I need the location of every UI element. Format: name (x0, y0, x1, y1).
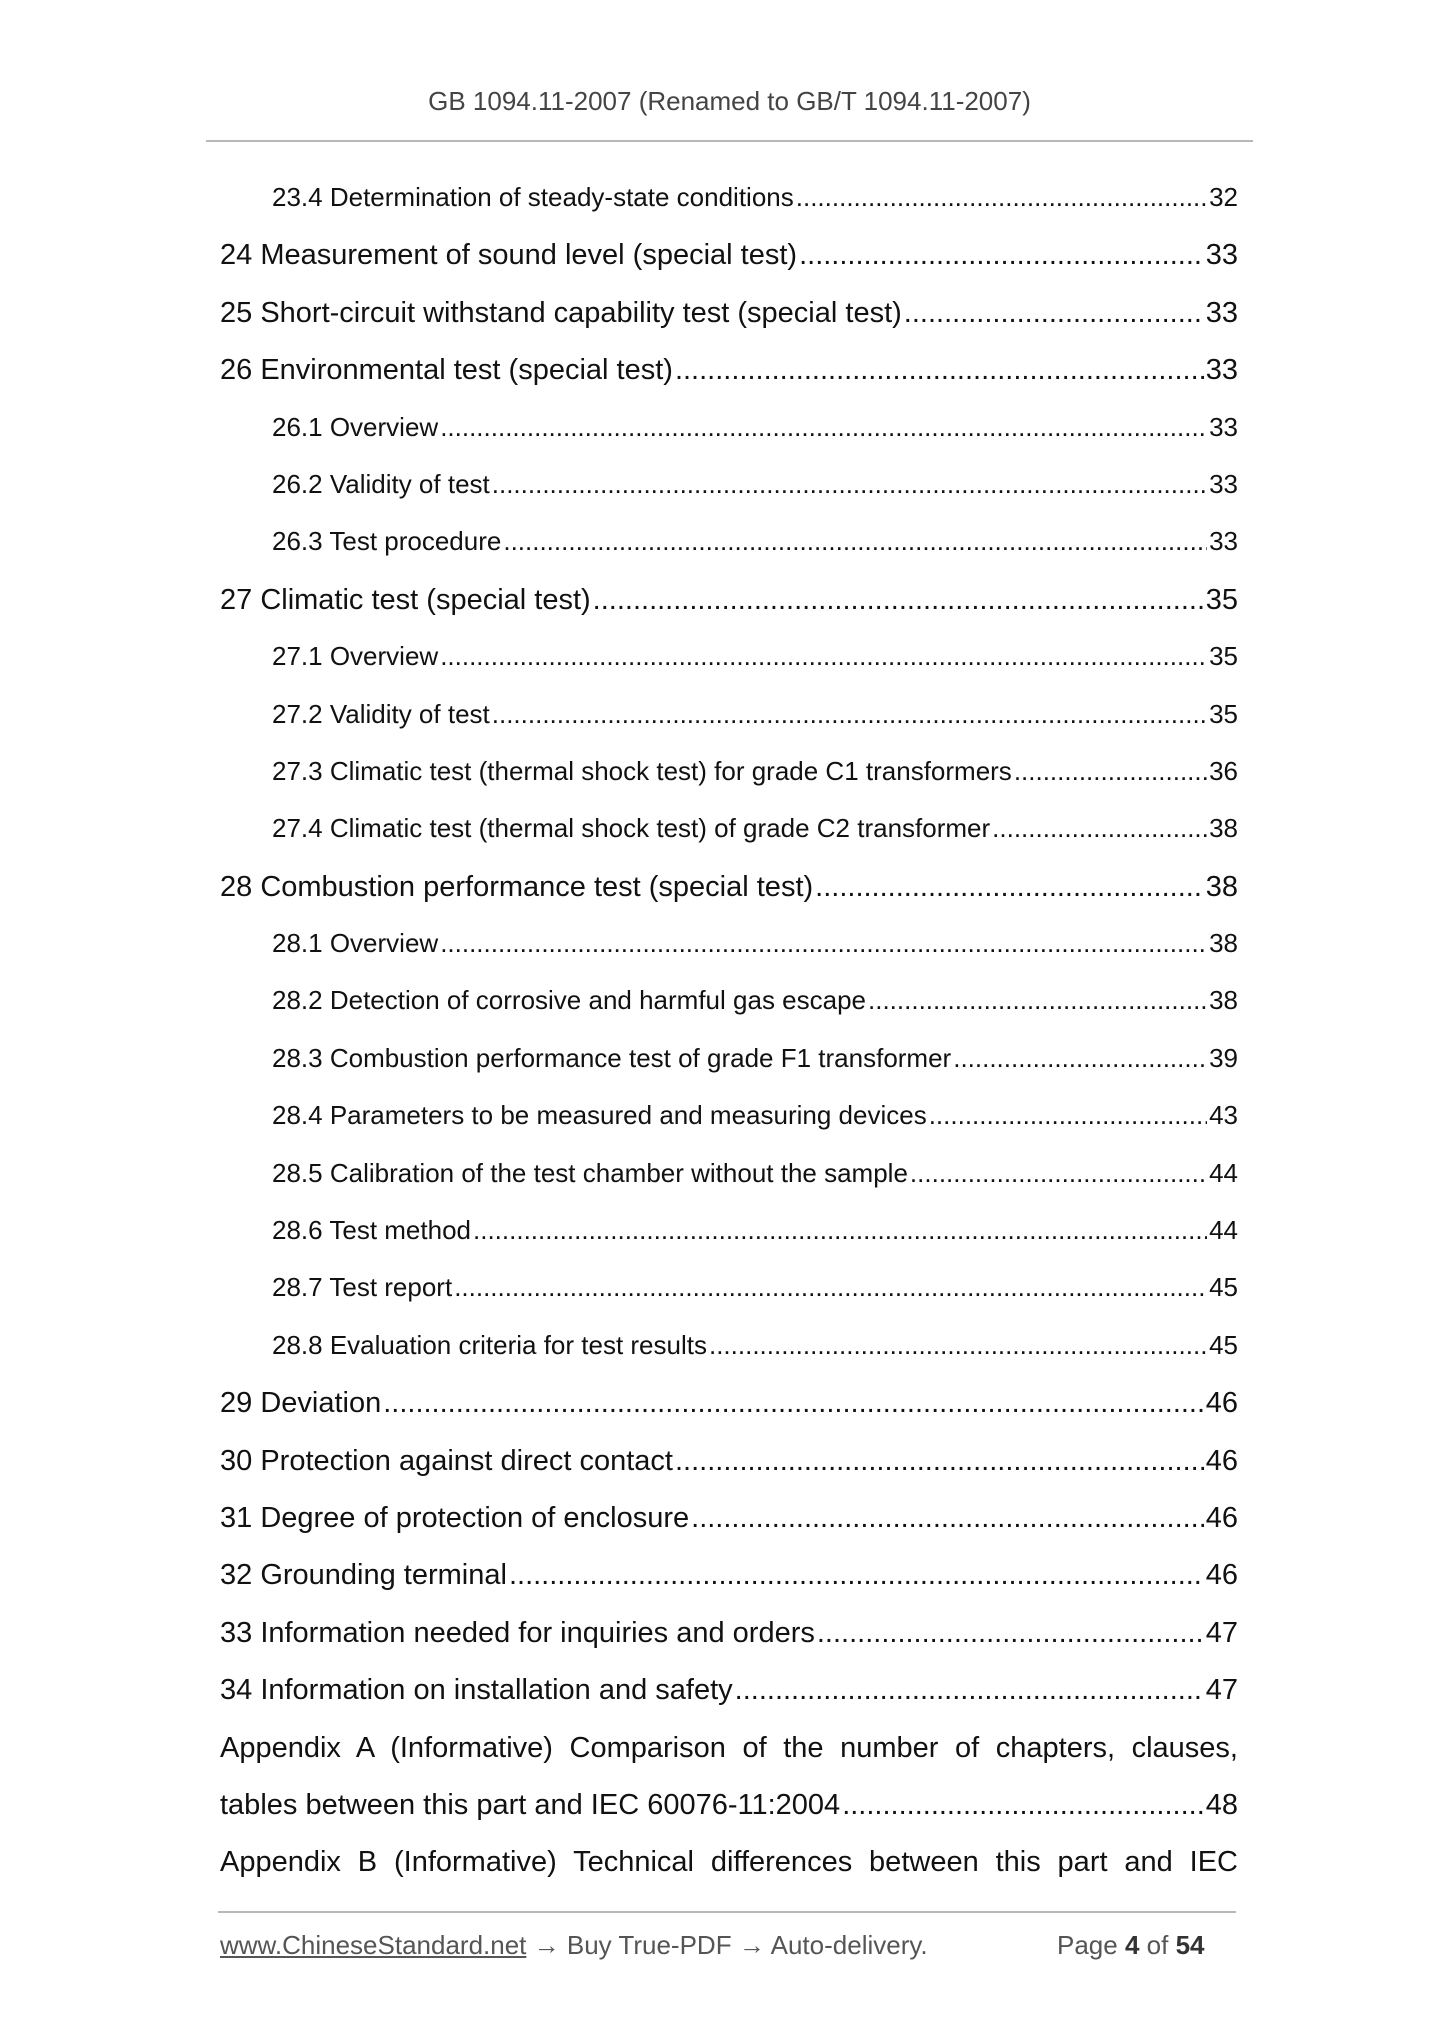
toc-leader-dots (454, 1272, 1207, 1303)
page-header: GB 1094.11-2007 (Renamed to GB/T 1094.11-2007) (428, 86, 1031, 116)
toc-entry[interactable] (220, 1664, 1238, 1721)
toc-entry-label: 24 Measurement of sound level (special test) (220, 239, 798, 272)
toc-entry[interactable] (220, 689, 1238, 746)
toc-leader-dots (1014, 756, 1207, 787)
toc-entry-page: 38 (1209, 813, 1238, 844)
toc-entry-page: 33 (1209, 468, 1238, 499)
toc-entry[interactable] (220, 1435, 1238, 1492)
toc-entry-page: 47 (1205, 1674, 1238, 1707)
toc-entry[interactable] (220, 1607, 1238, 1664)
toc-entry-page: 43 (1209, 1100, 1238, 1131)
toc-entry-page: 33 (1209, 411, 1238, 442)
toc-leader-dots (675, 1445, 1204, 1478)
toc-entry[interactable] (220, 631, 1238, 688)
toc-leader-dots (904, 297, 1204, 330)
buy-text: Buy True-PDF (566, 1930, 732, 1960)
toc-leader-dots (815, 871, 1204, 904)
toc-entry[interactable] (220, 1090, 1238, 1147)
toc-leader-dots (383, 1387, 1204, 1420)
toc-entry-label: 26 Environmental test (special test) (220, 354, 673, 387)
footer-promo (220, 1930, 928, 1961)
toc-leader-dots (868, 985, 1207, 1016)
toc-entry-label: 27.2 Validity of test (272, 698, 490, 729)
toc-entry-page: 45 (1209, 1272, 1238, 1303)
toc-entry[interactable] (220, 1377, 1238, 1434)
toc-entry-label: 28.4 Parameters to be measured and measuring devices (272, 1100, 927, 1131)
toc-entry-label: 28.8 Evaluation criteria for test results (272, 1329, 707, 1360)
toc-leader-dots (992, 813, 1207, 844)
toc-leader-dots (799, 239, 1204, 272)
toc-entry[interactable] (220, 172, 1238, 229)
toc-entry[interactable] (220, 1262, 1238, 1319)
toc-entry-label: 28.3 Combustion performance test of grade F1 transformer (272, 1042, 952, 1073)
toc-entry-label: 23.4 Determination of steady-state conditions (272, 182, 794, 212)
toc-leader-dots (709, 1330, 1207, 1361)
toc-entry-page: 38 (1209, 985, 1238, 1016)
toc-leader-dots (509, 1559, 1204, 1592)
page-label: Page (1057, 1930, 1118, 1960)
toc-entry-label: 27.3 Climatic test (thermal shock test) for grade C1 transformers (272, 755, 1012, 786)
toc-entry-label: 28.2 Detection of corrosive and harmful gas escape (272, 985, 867, 1016)
toc-entry-label: 26.1 Overview (272, 411, 439, 442)
toc-leader-dots (473, 1215, 1207, 1246)
toc-entry-page: 47 (1205, 1616, 1238, 1649)
delivery-text: Auto-delivery. (770, 1930, 928, 1960)
toc-entry[interactable] (220, 1148, 1238, 1205)
toc-leader-dots (691, 1502, 1204, 1535)
toc-leader-dots (675, 354, 1204, 387)
toc-leader-dots (593, 584, 1204, 617)
toc-entry[interactable] (220, 861, 1238, 918)
toc-entry-page: 48 (1205, 1788, 1238, 1821)
toc-leader-dots (910, 1158, 1207, 1189)
toc-entry-page: 33 (1205, 239, 1238, 272)
toc-entry-label: 26.2 Validity of test (272, 468, 490, 499)
toc-entry-label: tables between this part and IEC 60076-11:2004 (220, 1788, 841, 1821)
toc-leader-dots (440, 412, 1207, 443)
toc-entry-label: 25 Short-circuit withstand capability test (special test) (220, 296, 902, 329)
toc-entry-label: 28.7 Test report (272, 1272, 453, 1303)
toc-entry-label: 31 Degree of protection of enclosure (220, 1501, 690, 1534)
toc-entry-label: 33 Information needed for inquiries and orders (220, 1616, 815, 1649)
toc-appendix-a-line1[interactable]: Appendix A (Informative) Comparison of the number of chapters, clauses, (220, 1731, 1238, 1764)
toc-entry-page: 33 (1209, 526, 1238, 557)
toc-entry[interactable] (220, 1033, 1238, 1090)
toc-entry-page: 46 (1205, 1387, 1238, 1420)
toc-entry[interactable] (220, 229, 1238, 286)
toc-entry-page: 46 (1205, 1444, 1238, 1477)
toc-entry[interactable] (220, 287, 1238, 344)
toc-entry-page: 36 (1209, 755, 1238, 786)
toc-entry-label: 28 Combustion performance test (special test) (220, 870, 814, 903)
header-divider (206, 140, 1253, 142)
of-label: of (1146, 1930, 1169, 1960)
toc-leader-dots (440, 928, 1207, 959)
toc-entry-page: 35 (1209, 641, 1238, 672)
toc-entry-page: 38 (1209, 928, 1238, 959)
toc-entry[interactable] (220, 402, 1238, 459)
toc-entry[interactable] (220, 516, 1238, 573)
toc-entry-label: 28.1 Overview (272, 928, 439, 959)
toc-entry-label: 27 Climatic test (special test) (220, 583, 591, 616)
toc-appendix-b-line1[interactable]: Appendix B (Informative) Technical differences between this part and IEC (220, 1846, 1238, 1879)
arrow-icon: → (533, 1930, 560, 1960)
toc-entry-page: 45 (1209, 1329, 1238, 1360)
toc-leader-dots (492, 469, 1207, 500)
toc-entry-label: 29 Deviation (220, 1387, 382, 1420)
toc-entry[interactable] (220, 1549, 1238, 1606)
toc-entry-page: 35 (1205, 583, 1238, 616)
toc-entry[interactable] (220, 918, 1238, 975)
toc-leader-dots (492, 699, 1207, 730)
toc-entry[interactable] (220, 746, 1238, 803)
toc-entry-page: 44 (1209, 1215, 1238, 1246)
toc-entry[interactable] (220, 1492, 1238, 1549)
toc-entry-label: 34 Information on installation and safety (220, 1674, 733, 1707)
website-link[interactable]: www.ChineseStandard.net (220, 1930, 527, 1960)
toc-leader-dots (817, 1617, 1204, 1650)
toc-entry-page: 39 (1209, 1042, 1238, 1073)
toc-entry-label: 26.3 Test procedure (272, 526, 502, 557)
toc-entry[interactable] (220, 459, 1238, 516)
toc-leader-dots (503, 526, 1207, 557)
toc-entry-label: 28.6 Test method (272, 1215, 471, 1246)
toc-entry-page: 32 (1209, 182, 1238, 212)
toc-entry-label: 32 Grounding terminal (220, 1559, 507, 1592)
toc-entry-page: 46 (1205, 1501, 1238, 1534)
toc-entry-page: 33 (1205, 354, 1238, 387)
toc-entry[interactable] (220, 1320, 1238, 1377)
toc-entry-page: 35 (1209, 698, 1238, 729)
footer-divider (218, 1911, 1236, 1913)
toc-entry-label: 28.5 Calibration of the test chamber without the sample (272, 1157, 908, 1188)
page-indicator (1057, 1930, 1205, 1961)
toc-entry-label: 27.1 Overview (272, 641, 439, 672)
toc-entry-label: 27.4 Climatic test (thermal shock test) of grade C2 transformer (272, 813, 991, 844)
toc-entry-label: 30 Protection against direct contact (220, 1444, 673, 1477)
toc-entry[interactable] (220, 344, 1238, 401)
toc-leader-dots (796, 182, 1207, 213)
toc-entry[interactable] (220, 574, 1238, 631)
toc-leader-dots (735, 1674, 1204, 1707)
current-page-number: 4 (1124, 1930, 1140, 1960)
toc-leader-dots (440, 641, 1207, 672)
arrow-icon: → (738, 1930, 765, 1960)
toc-entry[interactable] (220, 975, 1238, 1032)
toc-leader-dots (929, 1100, 1207, 1131)
toc-entry[interactable] (220, 803, 1238, 860)
total-page-count: 54 (1175, 1930, 1205, 1960)
toc-leader-dots (953, 1043, 1207, 1074)
toc-leader-dots (842, 1789, 1204, 1822)
toc-entry-page: 38 (1205, 870, 1238, 903)
toc-entry[interactable] (220, 1205, 1238, 1262)
toc-entry-page: 33 (1205, 296, 1238, 329)
toc-appendix-a-line2[interactable] (220, 1779, 1238, 1836)
toc-entry-page: 46 (1205, 1559, 1238, 1592)
table-of-contents (220, 172, 1238, 1894)
toc-entry-page: 44 (1209, 1157, 1238, 1188)
